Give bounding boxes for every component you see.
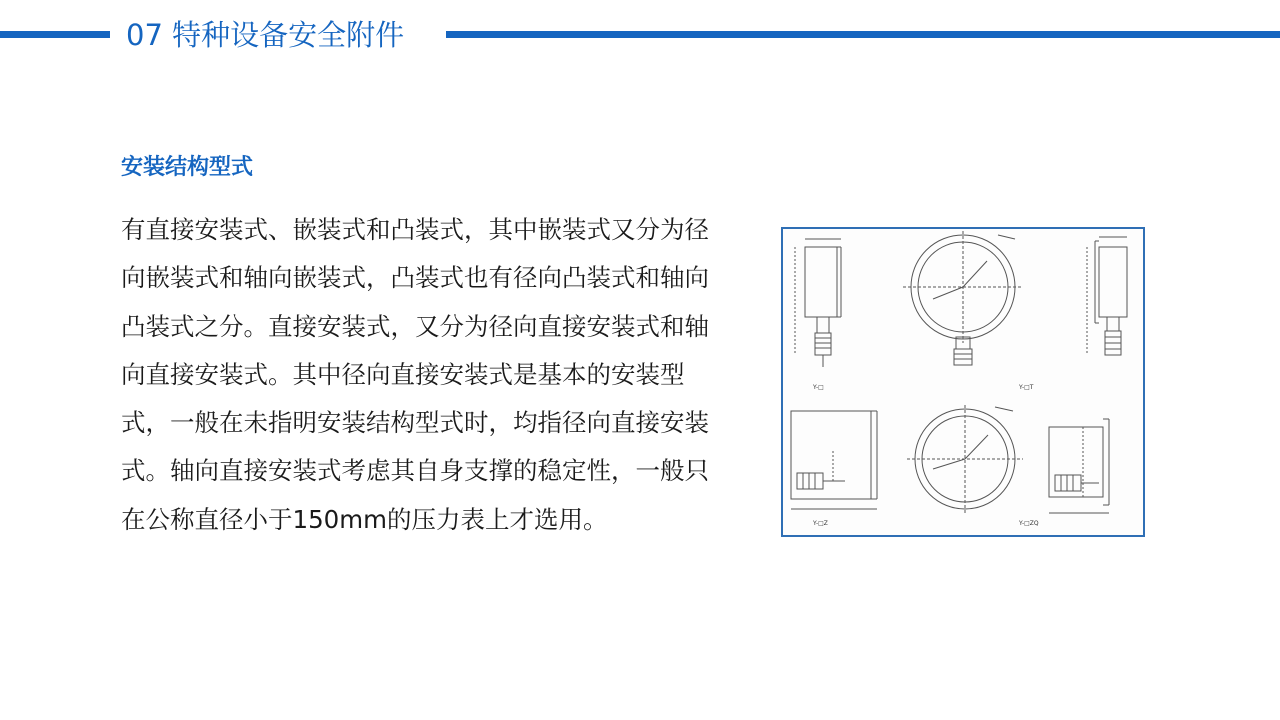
gauge-front-view-axial [907, 405, 1023, 513]
caption-bottom-right: Y-□ZQ [1019, 520, 1039, 527]
gauge-side-view-back-flange [1087, 237, 1127, 355]
gauge-side-view-axial [791, 411, 877, 509]
gauge-front-view-radial [903, 231, 1023, 365]
header-bar-left [0, 31, 110, 38]
pressure-gauge-diagram [781, 227, 1145, 537]
caption-bottom-left: Y-□Z [813, 520, 828, 527]
caption-top-left: Y-□ [813, 384, 824, 391]
pressure-gauge-drawing [783, 229, 1143, 535]
section-subheading: 安装结构型式 [121, 155, 254, 180]
caption-top-right: Y-□T [1019, 384, 1034, 391]
gauge-side-view-front-flange [1049, 419, 1109, 513]
slide-title: 07 特种设备安全附件 [126, 18, 405, 52]
header-bar-right [446, 31, 1280, 38]
gauge-side-view-radial [795, 239, 841, 367]
section-body-text: 有直接安装式、嵌装式和凸装式，其中嵌装式又分为径向嵌装式和轴向嵌装式，凸装式也有径向凸装式和轴向凸装式之分。直接安装式，又分为径向直接安装式和轴向直接安装式。其中径向直接安装式是基本的安装型式，一般在未指明安装结构型式时，均指径向直接安装式。轴向直接安装式考虑其自身支撑的稳定性，一般只在公称直径小于150mm的压力表上才选用。 [121, 215, 709, 534]
